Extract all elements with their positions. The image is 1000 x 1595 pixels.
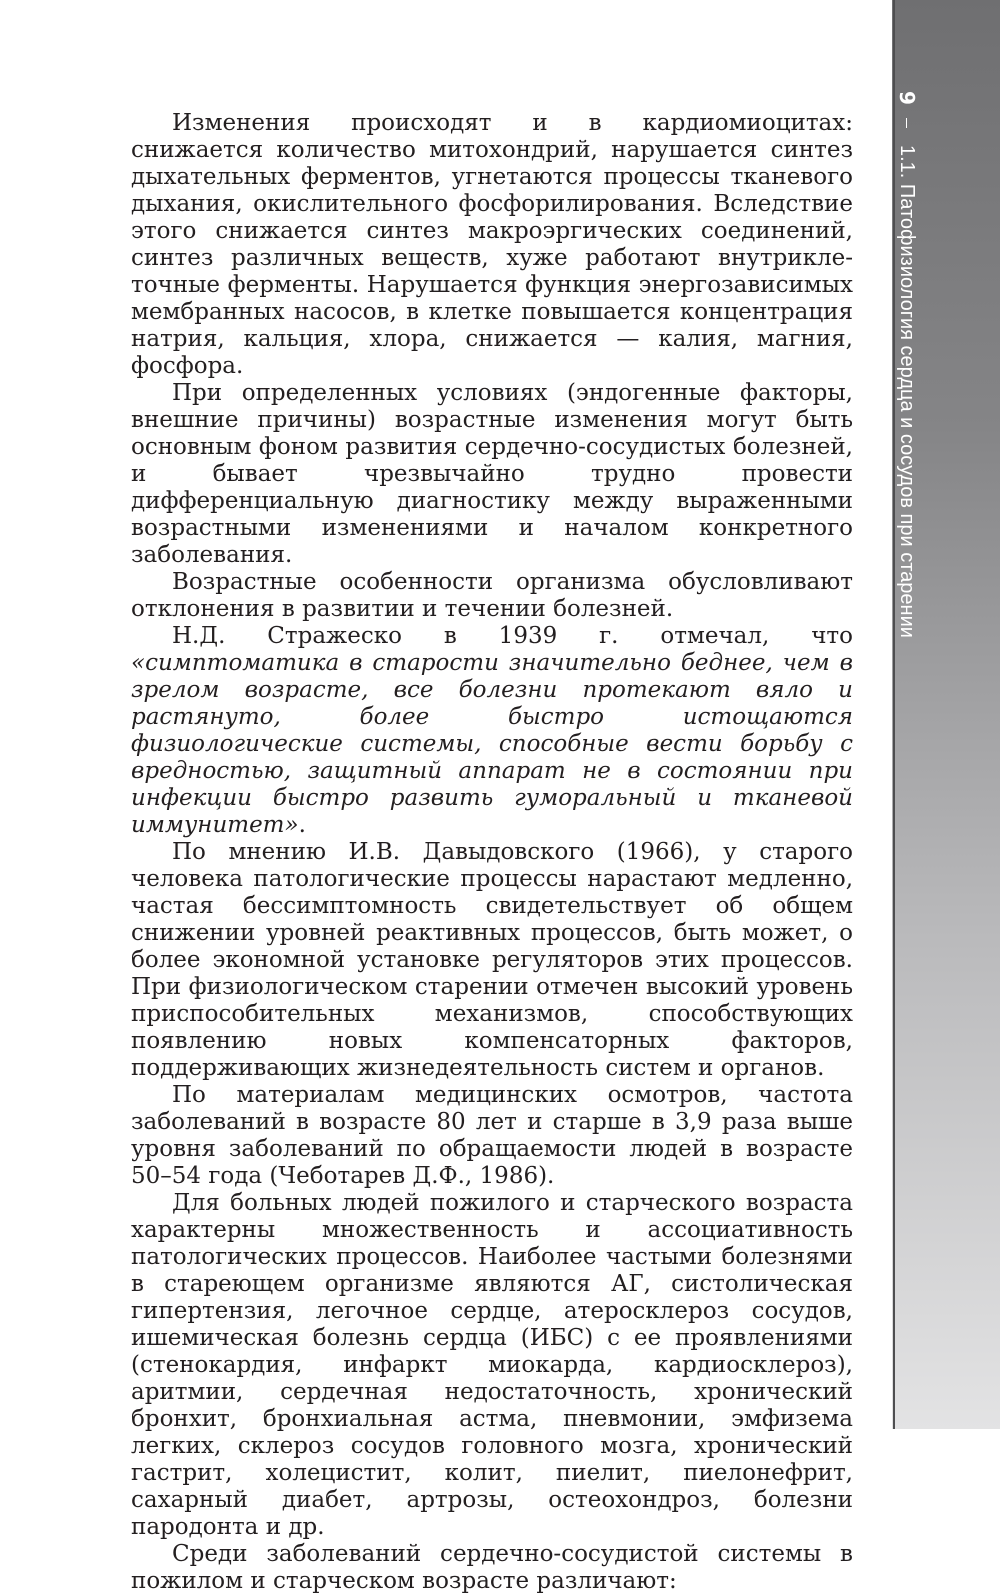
paragraph: При определенных условиях (эндогенные факторы, внешние причины) возрастные изменения могут быть основным фоном развития сердечно-сосудистых болезней, и бывает чрезвычайно трудно провести дифференциальную диагностику между выраженными возрастными изменениями и началом конкретного заболевания.	[131, 380, 853, 568]
paragraph: По материалам медицинских осмотров, частота заболеваний в возрасте 80 лет и старше в 3,9 раза выше уровня заболеваний по обращаемости людей в возрасте 50–54 года (Чеботарев Д.Ф., 1986).	[131, 1082, 853, 1189]
paragraph: Для больных людей пожилого и старческого возраста характерны множественность и ассоциативность патологических процессов. Наиболее частыми болезнями в стареющем организме являются АГ, систолическая гипертензия, легочное сердце, атеросклероз сосудов, ишемическая болезнь сердца (ИБС) с ее проявлениями (стенокардия, инфаркт миокарда, кардиосклероз), аритмии, сердечная недостаточность, хронический бронхит, бронхиальная астма, пневмонии, эмфизема легких, склероз сосудов головного мозга, хронический гастрит, холецистит, колит, пиелит, пиелонефрит, сахарный диабет, артрозы, остеохондроз, болезни пародонта и др.	[131, 1190, 853, 1540]
page-number: 9	[895, 91, 919, 105]
quote-paragraph	[131, 623, 853, 839]
quote-lead: Н.Д. Стражеско в 1939 г. отмечал, что	[172, 623, 853, 649]
running-head: 1.1. Патофизиология сердца и сосудов при старении	[896, 145, 918, 638]
quote-tail: .	[298, 812, 306, 838]
paragraph: Изменения происходят и в кардиомиоцитах: снижается количество митохондрий, нарушается синтез дыхательных ферментов, угнетаются процессы тканевого дыхания, окислительного фосфорилирования. Вследствие этого снижается синтез макроэргических соединений, синтез различных веществ, хуже работают внутриклеточные ферменты. Нарушается функция энергозависимых мембранных насосов, в клетке повышается концентрация натрия, кальция, хлора, снижается — калия, магния, фосфора.	[131, 110, 853, 379]
body-text	[131, 110, 853, 1595]
paragraph: По мнению И.В. Давыдовского (1966), у старого человека патологические процессы нарастают медленно, частая бессимптомность свидетельствует об общем снижении уровней реактивных процессов, быть может, о более экономной установке регуляторов этих процессов. При физиологическом старении отмечен высокий уровень приспособительных механизмов, способствующих появлению новых компенсаторных факторов, поддерживающих жизнедеятельность систем и органов.	[131, 839, 853, 1081]
tab-separator	[893, 0, 895, 1429]
page-number-tick	[906, 118, 907, 128]
paragraph: Среди заболеваний сердечно-сосудистой системы в пожилом и старческом возрасте различают:	[131, 1541, 853, 1594]
quote-text: «симптоматика в старости значительно беднее, чем в зрелом возрасте, все болезни протекают вяло и растянуто, более быстро истощаются физиологические системы, способные вести борьбу с вредностью, защитный аппарат не в состоянии при инфекции быстро развить гуморальный и тканевой иммунитет»	[131, 650, 853, 838]
paragraph: Возрастные особенности организма обусловливают отклонения в развитии и течении болезней.	[131, 569, 853, 622]
